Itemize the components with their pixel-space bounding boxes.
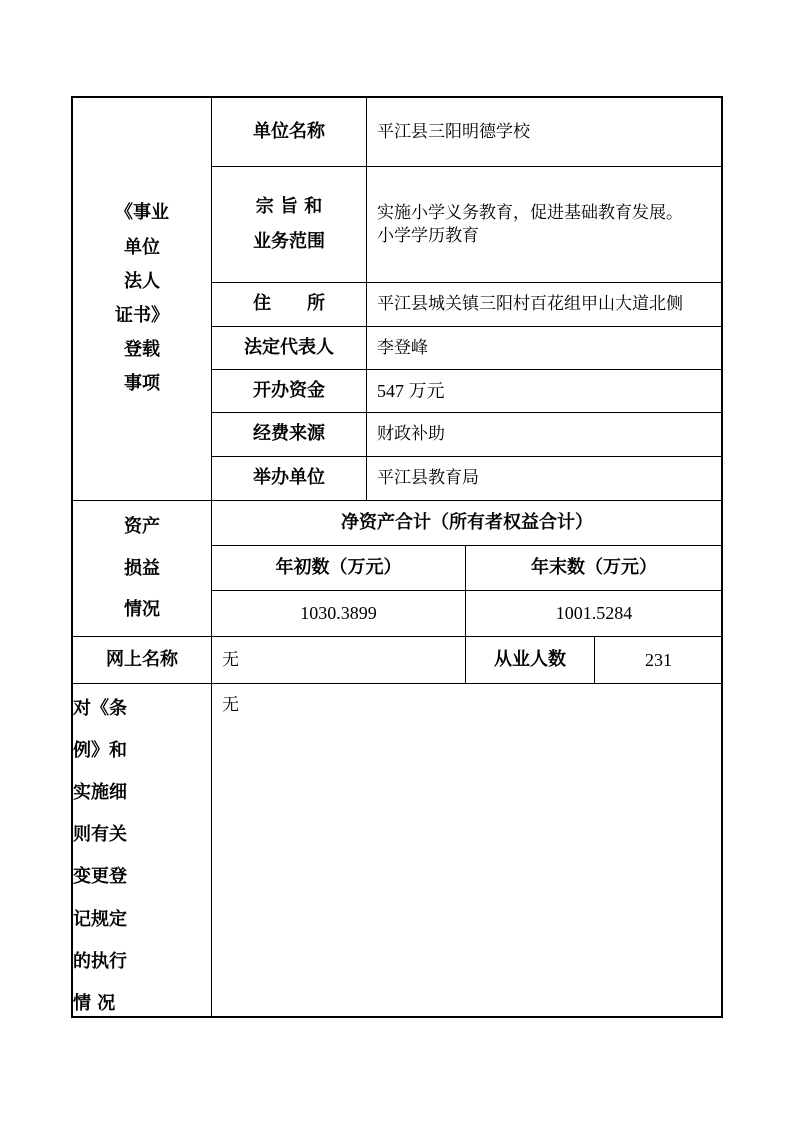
label-line: 《事业 — [115, 202, 169, 224]
label-line: 对《条 — [73, 698, 127, 719]
label-line: 事项 — [124, 373, 160, 395]
purpose-scope-label — [212, 167, 366, 282]
sponsor-unit-value: 平江县教育局 — [377, 468, 479, 489]
label-line: 损益 — [124, 557, 160, 579]
label-line: 情 况 — [73, 992, 116, 1014]
ending-value: 1001.5284 — [555, 603, 633, 624]
legal-representative-value: 李登峰 — [377, 337, 428, 358]
start-capital-label: 开办资金 — [253, 379, 325, 401]
label-line: 登载 — [124, 339, 160, 361]
label-line: 变更登 — [73, 866, 127, 888]
start-capital-value: 547 万元 — [377, 380, 445, 401]
label-line: 证书》 — [115, 305, 169, 326]
address-label: 住 所 — [253, 293, 325, 315]
purpose-scope-value — [367, 167, 722, 282]
label-line: 的执行 — [73, 950, 127, 972]
label-line: 单位 — [124, 236, 160, 258]
value-line: 实施小学义务教育，促进基础教育发展。 — [377, 202, 683, 223]
unit-name-label: 单位名称 — [253, 120, 325, 142]
label-line: 宗 旨 和 — [255, 196, 323, 218]
beginning-value-header: 年初数（万元） — [275, 556, 402, 578]
staff-count-value: 231 — [645, 649, 672, 670]
beginning-value: 1030.3899 — [300, 603, 377, 624]
online-name-value: 无 — [222, 649, 239, 670]
label-line: 实施细 — [73, 782, 127, 804]
label-line: 记规定 — [73, 908, 127, 930]
legal-representative-label: 法定代表人 — [244, 336, 334, 358]
sponsor-unit-label: 举办单位 — [253, 467, 325, 489]
label-line: 资产 — [124, 516, 160, 538]
regulations-section-label — [73, 684, 211, 1016]
label-line: 业务范围 — [253, 230, 325, 252]
label-line: 法人 — [124, 270, 160, 292]
funding-source-value: 财政补助 — [377, 424, 445, 445]
registration-section-label — [73, 98, 211, 500]
label-line: 情况 — [124, 599, 160, 621]
label-line: 则有关 — [73, 824, 127, 846]
regulations-value: 无 — [222, 695, 239, 715]
online-name-label: 网上名称 — [106, 648, 178, 670]
net-assets-header: 净资产合计（所有者权益合计） — [341, 511, 593, 533]
unit-name-value: 平江县三阳明德学校 — [377, 121, 530, 142]
value-line: 小学学历教育 — [377, 225, 479, 246]
funding-source-label: 经费来源 — [253, 423, 325, 445]
label-line: 例》和 — [73, 740, 127, 762]
staff-count-label: 从业人数 — [494, 648, 566, 670]
address-value: 平江县城关镇三阳村百花组甲山大道北侧 — [377, 294, 683, 315]
assets-section-label — [73, 501, 211, 636]
ending-value-header: 年末数（万元） — [531, 556, 657, 578]
